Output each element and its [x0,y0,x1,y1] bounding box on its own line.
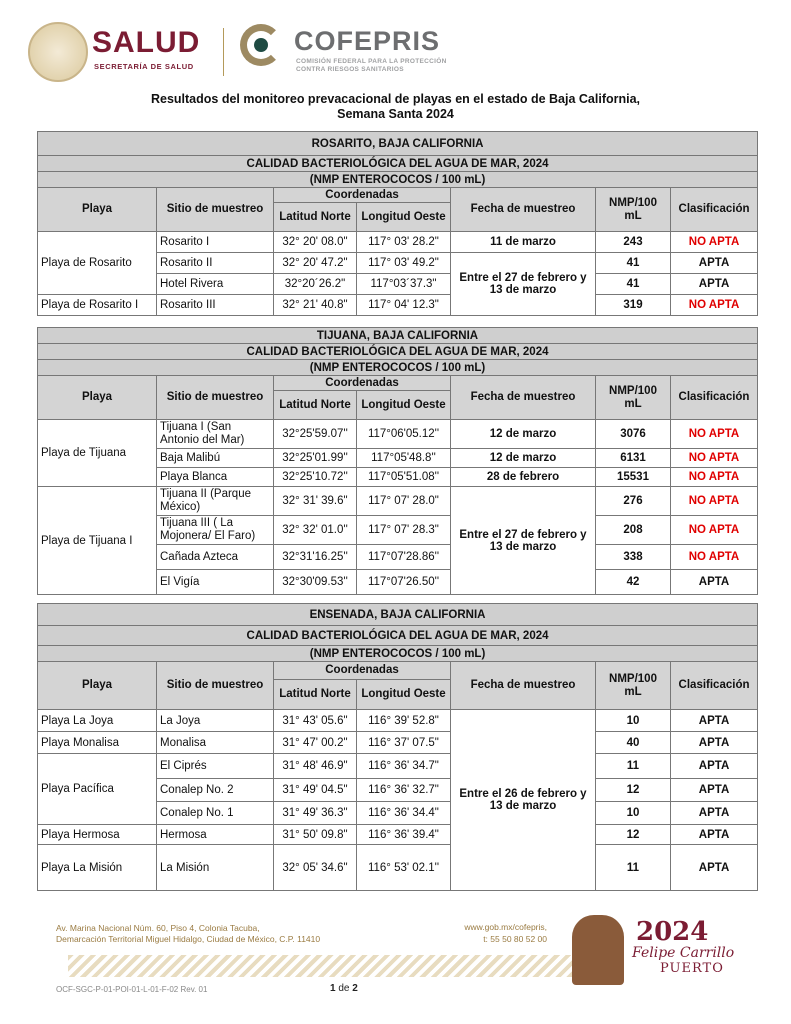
fecha-cell: 12 de marzo [451,420,596,449]
clasificacion-cell: APTA [671,253,758,274]
calidad-heading: CALIDAD BACTERIOLÓGICA DEL AGUA DE MAR, 2024 [38,156,758,172]
sitio-cell: Tijuana III ( La Mojonera/ El Faro) [157,516,274,545]
sitio-cell: Rosarito III [157,295,274,316]
lon-cell: 116° 39' 52.8" [357,710,451,732]
col-longitud: Longitud Oeste [357,680,451,710]
calidad-heading: CALIDAD BACTERIOLÓGICA DEL AGUA DE MAR, 2024 [38,344,758,360]
nmp-cell: 41 [596,253,671,274]
sitio-cell: Tijuana I (San Antonio del Mar) [157,420,274,449]
col-longitud: Longitud Oeste [357,203,451,232]
col-nmp: NMP/100 mL [596,376,671,420]
calidad-heading: CALIDAD BACTERIOLÓGICA DEL AGUA DE MAR, 2024 [38,626,758,646]
lon-cell: 117° 04' 12.3" [357,295,451,316]
clasificacion-cell: APTA [671,732,758,754]
sitio-cell: Conalep No. 2 [157,779,274,802]
playa-cell: Playa de Tijuana I [38,487,157,595]
lat-cell: 32°25'59.07'' [274,420,357,449]
col-coordenadas: Coordenadas [274,188,451,203]
address-line-1: Av. Marina Nacional Núm. 60, Piso 4, Colonia Tacuba, [56,923,260,933]
clasificacion-cell: NO APTA [671,545,758,570]
lat-cell: 32°20´26.2" [274,274,357,295]
clasificacion-cell: NO APTA [671,487,758,516]
decorative-border [68,955,588,977]
clasificacion-cell: APTA [671,825,758,845]
lon-cell: 117°05'51.08'' [357,468,451,487]
fecha-cell: Entre el 26 de febrero y 13 de marzo [451,710,596,891]
clasificacion-cell: APTA [671,754,758,779]
table-row [38,825,758,845]
lat-cell: 31° 49' 36.3" [274,802,357,825]
col-longitud: Longitud Oeste [357,391,451,420]
col-clasificacion: Clasificación [671,376,758,420]
clasificacion-cell: NO APTA [671,449,758,468]
logo-divider [223,28,224,76]
table-row [38,845,758,891]
lat-cell: 32° 05' 34.6" [274,845,357,891]
title-line-1: Resultados del monitoreo prevacacional de playas en el estado de Baja California, [150,92,641,106]
clasificacion-cell: NO APTA [671,232,758,253]
sitio-cell: Baja Malibú [157,449,274,468]
nmp-cell: 11 [596,754,671,779]
col-latitud: Latitud Norte [274,391,357,420]
clasificacion-cell: APTA [671,710,758,732]
nmp-cell: 338 [596,545,671,570]
felipe-carrillo-text: Felipe Carrillo [632,945,735,961]
col-coordenadas: Coordenadas [274,662,451,680]
playa-cell: Playa La Misión [38,845,157,891]
col-latitud: Latitud Norte [274,203,357,232]
lon-cell: 117° 03' 28.2" [357,232,451,253]
tijuana-table [37,327,758,595]
playa-cell: Playa de Rosarito I [38,295,157,316]
nmp-cell: 41 [596,274,671,295]
table-row [38,754,758,779]
lon-cell: 116° 36' 32.7" [357,779,451,802]
region-heading: ROSARITO, BAJA CALIFORNIA [38,132,758,156]
ensenada-table [37,603,758,891]
sitio-cell: Hotel Rivera [157,274,274,295]
nmp-cell: 276 [596,487,671,516]
table-row [38,232,758,253]
col-sitio: Sitio de muestreo [157,662,274,710]
col-playa: Playa [38,376,157,420]
title-line-2: Semana Santa 2024 [337,107,454,121]
felipe-carrillo-portrait [572,915,624,985]
lat-cell: 31° 47' 00.2" [274,732,357,754]
sitio-cell: La Misión [157,845,274,891]
col-playa: Playa [38,188,157,232]
sitio-cell: Rosarito I [157,232,274,253]
lat-cell: 32°31'16.25'' [274,545,357,570]
nmp-cell: 208 [596,516,671,545]
lat-cell: 32° 32' 01.0'' [274,516,357,545]
salud-logo-text: SALUD [92,26,201,59]
col-latitud: Latitud Norte [274,680,357,710]
fecha-cell: 11 de marzo [451,232,596,253]
year-logo-text: 2024 [636,917,709,947]
lon-cell: 116° 36' 34.7" [357,754,451,779]
playa-cell: Playa Hermosa [38,825,157,845]
sitio-cell: Cañada Azteca [157,545,274,570]
page-separator: de [335,983,353,994]
lon-cell: 117° 07' 28.3" [357,516,451,545]
sitio-cell: El Vigía [157,570,274,595]
cofepris-subtitle-2: CONTRA RIESGOS SANITARIOS [296,66,404,73]
lon-cell: 117°06'05.12'' [357,420,451,449]
playa-cell: Playa La Joya [38,710,157,732]
col-playa: Playa [38,662,157,710]
sitio-cell: Tijuana II (Parque México) [157,487,274,516]
lat-cell: 32°25'01.99'' [274,449,357,468]
clasificacion-cell: NO APTA [671,516,758,545]
page-total: 2 [352,983,358,994]
col-fecha: Fecha de muestreo [451,662,596,710]
clasificacion-cell: APTA [671,845,758,891]
playa-cell: Playa Monalisa [38,732,157,754]
lon-cell: 117° 07' 28.0" [357,487,451,516]
nmp-cell: 12 [596,825,671,845]
lat-cell: 31° 49' 04.5" [274,779,357,802]
cofepris-subtitle [296,58,447,74]
nmp-heading: (NMP ENTEROCOCOS / 100 mL) [38,360,758,376]
lat-cell: 32°25'10.72'' [274,468,357,487]
page-number [330,983,358,994]
lat-cell: 32° 20' 47.2" [274,253,357,274]
lon-cell: 116° 53' 02.1'' [357,845,451,891]
clasificacion-cell: APTA [671,570,758,595]
col-fecha: Fecha de muestreo [451,188,596,232]
sitio-cell: Monalisa [157,732,274,754]
playa-cell: Playa Pacífica [38,754,157,825]
phone-number: t: 55 50 80 52 00 [483,934,547,944]
lat-cell: 31° 48' 46.9" [274,754,357,779]
col-nmp: NMP/100 mL [596,662,671,710]
fecha-cell: Entre el 27 de febrero y 13 de marzo [451,487,596,595]
nmp-cell: 6131 [596,449,671,468]
cofepris-subtitle-1: COMISIÓN FEDERAL PARA LA PROTECCIÓN [296,58,447,65]
col-nmp: NMP/100 mL [596,188,671,232]
nmp-heading: (NMP ENTEROCOCOS / 100 mL) [38,172,758,188]
page-header [28,20,488,82]
lon-cell: 116° 36' 34.4" [357,802,451,825]
playa-cell: Playa de Rosarito [38,232,157,295]
sitio-cell: Playa Blanca [157,468,274,487]
salud-subtitle: SECRETARÍA DE SALUD [94,62,194,71]
lon-cell: 117° 03' 49.2" [357,253,451,274]
col-sitio: Sitio de muestreo [157,188,274,232]
lat-cell: 31° 50' 09.8" [274,825,357,845]
fecha-cell: 28 de febrero [451,468,596,487]
clasificacion-cell: APTA [671,274,758,295]
address-line-2: Demarcación Territorial Miguel Hidalgo, Ciudad de México, C.P. 11410 [56,934,321,944]
cofepris-logo-dot [254,38,268,52]
nmp-cell: 40 [596,732,671,754]
lon-cell: 117°07'26.50'' [357,570,451,595]
clasificacion-cell: NO APTA [671,420,758,449]
nmp-cell: 243 [596,232,671,253]
lat-cell: 32° 20' 08.0" [274,232,357,253]
lon-cell: 116° 36' 39.4" [357,825,451,845]
sitio-cell: El Ciprés [157,754,274,779]
nmp-cell: 42 [596,570,671,595]
nmp-heading: (NMP ENTEROCOCOS / 100 mL) [38,646,758,662]
clasificacion-cell: APTA [671,779,758,802]
page-footer [0,915,791,1024]
page-current: 1 [330,983,336,994]
mexico-seal-logo [28,22,88,82]
col-sitio: Sitio de muestreo [157,376,274,420]
col-clasificacion: Clasificación [671,662,758,710]
table-row [38,732,758,754]
document-code: OCF-SGC-P-01-POI-01-L-01-F-02 Rev. 01 [56,985,208,994]
nmp-cell: 10 [596,802,671,825]
rosarito-table [37,131,758,316]
cofepris-logo-text: COFEPRIS [294,26,441,56]
nmp-cell: 319 [596,295,671,316]
sitio-cell: Hermosa [157,825,274,845]
nmp-cell: 11 [596,845,671,891]
table-row [38,487,758,516]
website-link[interactable]: www.gob.mx/cofepris, [464,922,547,932]
sitio-cell: Conalep No. 1 [157,802,274,825]
table-row [38,295,758,316]
col-clasificacion: Clasificación [671,188,758,232]
region-heading: TIJUANA, BAJA CALIFORNIA [38,328,758,344]
clasificacion-cell: APTA [671,802,758,825]
lat-cell: 32° 31' 39.6" [274,487,357,516]
lat-cell: 31° 43' 05.6" [274,710,357,732]
clasificacion-cell: NO APTA [671,295,758,316]
region-heading: ENSENADA, BAJA CALIFORNIA [38,604,758,626]
fecha-cell: Entre el 27 de febrero y 13 de marzo [451,253,596,316]
table-row [38,710,758,732]
nmp-cell: 10 [596,710,671,732]
col-coordenadas: Coordenadas [274,376,451,391]
table-row [38,420,758,449]
puerto-text: PUERTO [660,961,724,976]
lat-cell: 32° 21' 40.8" [274,295,357,316]
lon-cell: 117°07'28.86'' [357,545,451,570]
lon-cell: 117°03´37.3" [357,274,451,295]
lon-cell: 116° 37' 07.5" [357,732,451,754]
lon-cell: 117°05'48.8'' [357,449,451,468]
sitio-cell: Rosarito II [157,253,274,274]
sitio-cell: La Joya [157,710,274,732]
nmp-cell: 3076 [596,420,671,449]
clasificacion-cell: NO APTA [671,468,758,487]
col-fecha: Fecha de muestreo [451,376,596,420]
document-title [0,92,791,122]
nmp-cell: 12 [596,779,671,802]
fecha-cell: 12 de marzo [451,449,596,468]
nmp-cell: 15531 [596,468,671,487]
footer-contact [445,921,547,945]
footer-address [56,923,320,945]
lat-cell: 32°30'09.53'' [274,570,357,595]
playa-cell: Playa de Tijuana [38,420,157,487]
